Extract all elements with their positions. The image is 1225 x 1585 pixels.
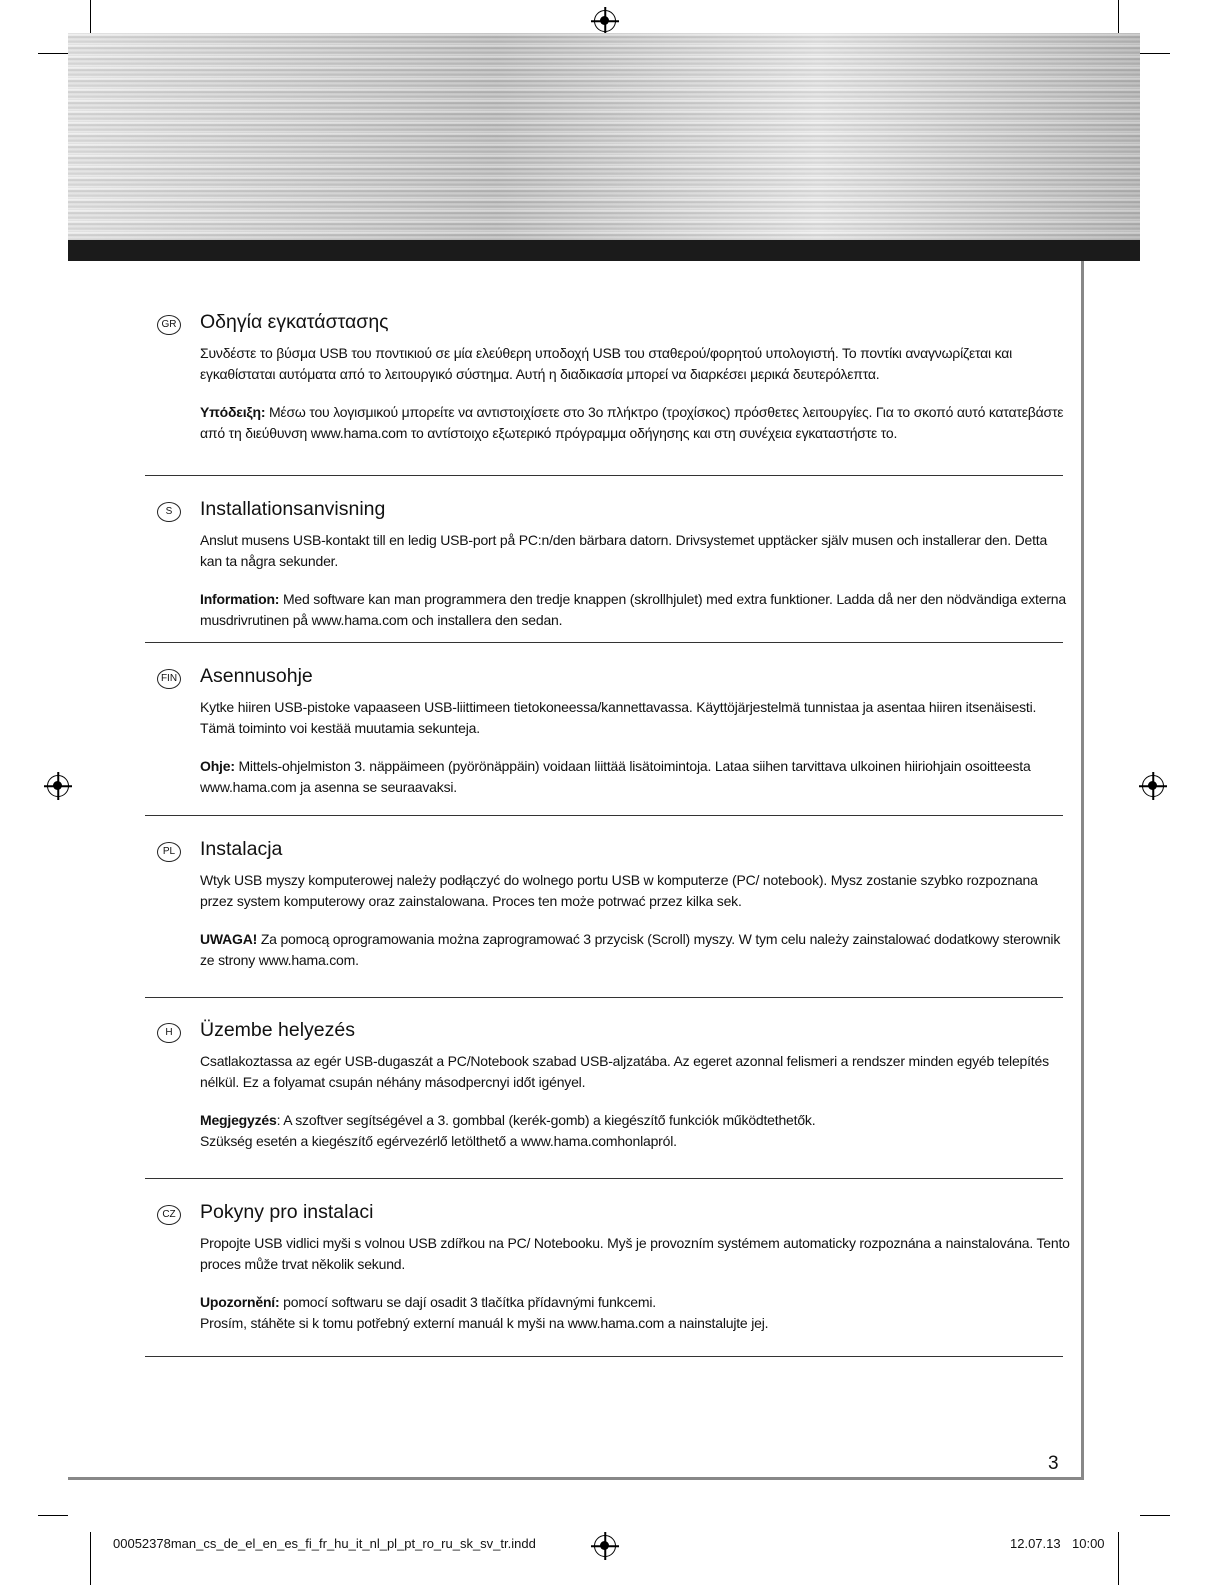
instruction-text: Συνδέστε το βύσμα USB του ποντικιού σε μία ελεύθερη υποδοχή USB του σταθερού/φορητού υπολογιστή. Το ποντίκι αναγνωρίζεται και εγκαθίσταται αυτόματα από το λειτουργικό σύστημα. Αυτή η διαδικασία μπορεί να διαρκέσει μερικά δευτερόλεπτα. bbox=[200, 345, 1013, 382]
note-text: pomocí softwaru se dají osadit 3 tlačítka přídavnými funkcemi. Prosím, stáhěte si k tomu potřebný externí manuál k myši na www.hama.com a nainstalujte jej. bbox=[200, 1294, 769, 1331]
registration-mark-icon bbox=[1142, 775, 1164, 797]
page-border-right bbox=[1081, 261, 1084, 1480]
crop-mark bbox=[90, 1532, 91, 1585]
crop-mark bbox=[38, 53, 68, 54]
section-body bbox=[200, 1051, 1070, 1169]
note-text: Μέσω του λογισμικού μπορείτε να αντιστοιχίσετε στο 3ο πλήκτρο (τροχίσκος) πρόσθετες λειτουργίες. Για το σκοπό αυτό κατατεβάστε από τη διεύθυνση www.hama.com το αντίστοιχο εξωτερικό πρόγραμμα οδήγησης και στη συνέχεια εγκαταστήστε το. bbox=[200, 404, 1064, 441]
section-body bbox=[200, 1233, 1070, 1351]
note-label: UWAGA! bbox=[200, 931, 258, 947]
section-divider bbox=[145, 1356, 1063, 1357]
section-divider bbox=[145, 815, 1063, 816]
instruction-text: Csatlakoztassa az egér USB-dugaszát a PC/Notebook szabad USB-aljzatába. Az egeret azonnal felismeri a rendszer minden egyéb telepítés nélkül. Ez a folyamat csupán néhány másodpercnyi időt igényel. bbox=[200, 1053, 1049, 1090]
language-code-badge: FIN bbox=[157, 669, 181, 689]
crop-mark bbox=[38, 1515, 68, 1516]
note-paragraph bbox=[200, 929, 1070, 971]
section-body bbox=[200, 870, 1070, 988]
language-code-badge: CZ bbox=[157, 1205, 181, 1225]
section-title: Üzembe helyezés bbox=[200, 1019, 355, 1041]
brushed-metal-header bbox=[68, 33, 1140, 241]
note-paragraph bbox=[200, 402, 1070, 444]
instruction-text: Propojte USB vidlici myši s volnou USB zdířkou na PC/ Notebooku. Myš je provozním systémem automaticky rozpoznána a nainstalována. Tento proces může trvat několik sekund. bbox=[200, 1235, 1070, 1272]
footer-time: 10:00 bbox=[1072, 1536, 1105, 1551]
language-code-badge: PL bbox=[157, 842, 181, 862]
note-label: Υπόδειξη: bbox=[200, 404, 266, 420]
footer-date: 12.07.13 bbox=[1010, 1536, 1061, 1551]
note-paragraph bbox=[200, 756, 1070, 798]
note-text: Za pomocą oprogramowania można zaprogramować 3 przycisk (Scroll) myszy. W tym celu należy zainstalować dodatkowy sterownik ze strony www.hama.com. bbox=[200, 931, 1061, 968]
note-text: Med software kan man programmera den tredje knappen (skrollhjulet) med extra funktioner. Ladda då ner den nödvändiga externa musdrivrutinen på www.hama.com och installera den sedan. bbox=[200, 591, 1066, 628]
language-code-badge: GR bbox=[157, 315, 181, 335]
note-paragraph bbox=[200, 1110, 1070, 1152]
section-divider bbox=[145, 475, 1063, 476]
instruction-text: Kytke hiiren USB-pistoke vapaaseen USB-liittimeen tietokoneessa/kannettavassa. Käyttöjärjestelmä tunnistaa ja asentaa hiiren itsenäisesti. Tämä toiminto voi kestää muutamia sekunteja. bbox=[200, 699, 1037, 736]
footer-filename: 00052378man_cs_de_el_en_es_fi_fr_hu_it_nl_pl_pt_ro_ru_sk_sv_tr.indd bbox=[113, 1536, 536, 1551]
note-label: Upozornění: bbox=[200, 1294, 280, 1310]
page-number: 3 bbox=[1048, 1453, 1059, 1474]
section-title: Installationsanvisning bbox=[200, 498, 386, 520]
crop-mark bbox=[1140, 53, 1170, 54]
section-divider bbox=[145, 642, 1063, 643]
crop-mark bbox=[1140, 1515, 1170, 1516]
note-paragraph bbox=[200, 1292, 1070, 1334]
section-body bbox=[200, 530, 1070, 648]
note-paragraph bbox=[200, 589, 1070, 631]
language-code-badge: S bbox=[157, 502, 181, 522]
instruction-text: Wtyk USB myszy komputerowej należy podłączyć do wolnego portu USB w komputerze (PC/ notebook). Mysz zostanie szybko rozpoznana przez system komputerowy oraz zainstalowana. Proces ten może potrwać przez kilka sek. bbox=[200, 872, 1038, 909]
registration-mark-icon bbox=[47, 775, 69, 797]
crop-mark bbox=[1118, 1532, 1119, 1585]
language-code-badge: H bbox=[157, 1023, 181, 1043]
page-border-bottom bbox=[68, 1477, 1084, 1480]
section-divider bbox=[145, 1178, 1063, 1179]
note-label: Ohje: bbox=[200, 758, 235, 774]
registration-mark-icon bbox=[594, 10, 616, 32]
header-band bbox=[68, 240, 1140, 261]
section-divider bbox=[145, 997, 1063, 998]
note-label: Megjegyzés bbox=[200, 1112, 277, 1128]
section-body bbox=[200, 697, 1070, 815]
section-body bbox=[200, 343, 1070, 461]
instruction-text: Anslut musens USB-kontakt till en ledig USB-port på PC:n/den bärbara datorn. Drivsystemet upptäcker själv musen och installerar den. Detta kan ta några sekunder. bbox=[200, 532, 1048, 569]
section-title: Instalacja bbox=[200, 838, 283, 860]
section-title: Pokyny pro instalaci bbox=[200, 1201, 374, 1223]
note-text: Mittels-ohjelmiston 3. näppäimeen (pyörönäppäin) voidaan liittää lisätoimintoja. Lataa siihen tarvittava ulkoinen hiiriohjain osoitteesta www.hama.com ja asenna se seuraavaksi. bbox=[200, 758, 1031, 795]
note-label: Information: bbox=[200, 591, 280, 607]
section-title: Οδηγία εγκατάστασης bbox=[200, 311, 389, 333]
note-text: : A szoftver segítségével a 3. gombbal (kerék-gomb) a kiegészítő funkciók működtethetők. Szükség esetén a kiegészítő egérvezérlő letölthető a www.hama.comhonlapról. bbox=[200, 1112, 816, 1149]
registration-mark-icon bbox=[594, 1535, 616, 1557]
section-title: Asennusohje bbox=[200, 665, 313, 687]
